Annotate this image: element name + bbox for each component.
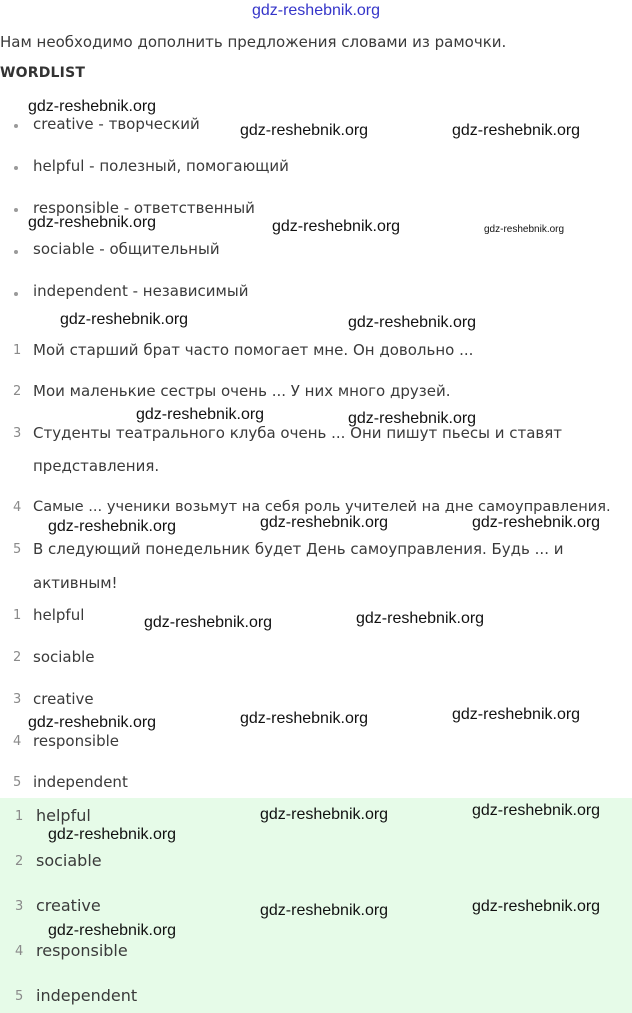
answer-word: sociable xyxy=(33,648,95,666)
watermark: gdz-reshebnik.org xyxy=(28,214,157,231)
bullet-icon xyxy=(14,208,18,212)
watermark: gdz-reshebnik.org xyxy=(348,314,477,331)
watermark: gdz-reshebnik.org xyxy=(260,514,389,531)
answer-number: 4 xyxy=(13,734,22,749)
sentence-number: 5 xyxy=(13,542,22,557)
answer-word: responsible xyxy=(33,732,119,750)
wordlist-item: helpful - полезный, помогающий xyxy=(33,157,289,175)
watermark: gdz-reshebnik.org xyxy=(60,311,189,328)
answer-number: 1 xyxy=(15,809,24,824)
sentence-text: Студенты театрального клуба очень ... Они пишут пьесы и ставят xyxy=(33,424,563,442)
sentence-text: В следующий понедельник будет День самоуправления. Будь ... и xyxy=(33,540,564,558)
watermark: gdz-reshebnik.org xyxy=(28,98,157,115)
site-header-link[interactable]: gdz-reshebnik.org xyxy=(251,2,381,19)
watermark: gdz-reshebnik.org xyxy=(144,614,273,631)
watermark: gdz-reshebnik.org xyxy=(452,122,581,139)
answer-number: 2 xyxy=(15,854,24,869)
answer-word: responsible xyxy=(36,941,128,960)
sentence-text: Самые ... ученики возьмут на себя роль учителей на дне самоуправления. xyxy=(33,498,611,515)
watermark: gdz-reshebnik.org xyxy=(484,224,565,235)
answer-word: sociable xyxy=(36,851,102,870)
wordlist-item: independent - независимый xyxy=(33,282,249,300)
watermark: gdz-reshebnik.org xyxy=(240,710,369,727)
answer-word: independent xyxy=(36,986,138,1005)
watermark: gdz-reshebnik.org xyxy=(272,218,401,235)
answer-number: 4 xyxy=(15,944,24,959)
wordlist-item: sociable - общительный xyxy=(33,240,220,258)
answer-number: 3 xyxy=(15,899,24,914)
watermark: gdz-reshebnik.org xyxy=(348,410,477,427)
answer-number: 1 xyxy=(13,608,22,623)
bullet-icon xyxy=(14,166,18,170)
sentence-text: Мои маленькие сестры очень ... У них много друзей. xyxy=(33,382,451,400)
answer-word: independent xyxy=(33,773,128,791)
answer-word: creative xyxy=(33,690,94,708)
watermark: gdz-reshebnik.org xyxy=(260,806,389,823)
bullet-icon xyxy=(14,124,18,128)
answer-word: helpful xyxy=(33,606,85,624)
watermark: gdz-reshebnik.org xyxy=(472,802,601,819)
sentence-number: 4 xyxy=(13,500,22,515)
watermark: gdz-reshebnik.org xyxy=(48,826,177,843)
wordlist-item: responsible - ответственный xyxy=(33,199,255,217)
sentence-text-continued: активным! xyxy=(33,574,118,592)
answer-number: 3 xyxy=(13,692,22,707)
watermark: gdz-reshebnik.org xyxy=(452,706,581,723)
watermark: gdz-reshebnik.org xyxy=(48,518,177,535)
watermark: gdz-reshebnik.org xyxy=(472,898,601,915)
wordlist-heading: WORDLIST xyxy=(0,65,86,81)
task-intro: Нам необходимо дополнить предложения словами из рамочки. xyxy=(0,33,507,51)
sentence-number: 1 xyxy=(13,343,22,358)
sentence-text-continued: представления. xyxy=(33,457,160,475)
watermark: gdz-reshebnik.org xyxy=(48,922,177,939)
bullet-icon xyxy=(14,250,18,254)
sentence-text: Мой старший брат часто помогает мне. Он довольно ... xyxy=(33,341,474,359)
answer-word: helpful xyxy=(36,806,91,825)
answer-number: 2 xyxy=(13,650,22,665)
watermark: gdz-reshebnik.org xyxy=(260,902,389,919)
watermark: gdz-reshebnik.org xyxy=(136,406,265,423)
wordlist-item: creative - творческий xyxy=(33,115,200,133)
sentence-number: 3 xyxy=(13,426,22,441)
watermark: gdz-reshebnik.org xyxy=(240,122,369,139)
answer-number: 5 xyxy=(13,775,22,790)
sentence-number: 2 xyxy=(13,384,22,399)
watermark: gdz-reshebnik.org xyxy=(356,610,485,627)
watermark: gdz-reshebnik.org xyxy=(472,514,601,531)
answer-word: creative xyxy=(36,896,101,915)
watermark: gdz-reshebnik.org xyxy=(28,714,157,731)
answer-number: 5 xyxy=(15,989,24,1004)
bullet-icon xyxy=(14,292,18,296)
